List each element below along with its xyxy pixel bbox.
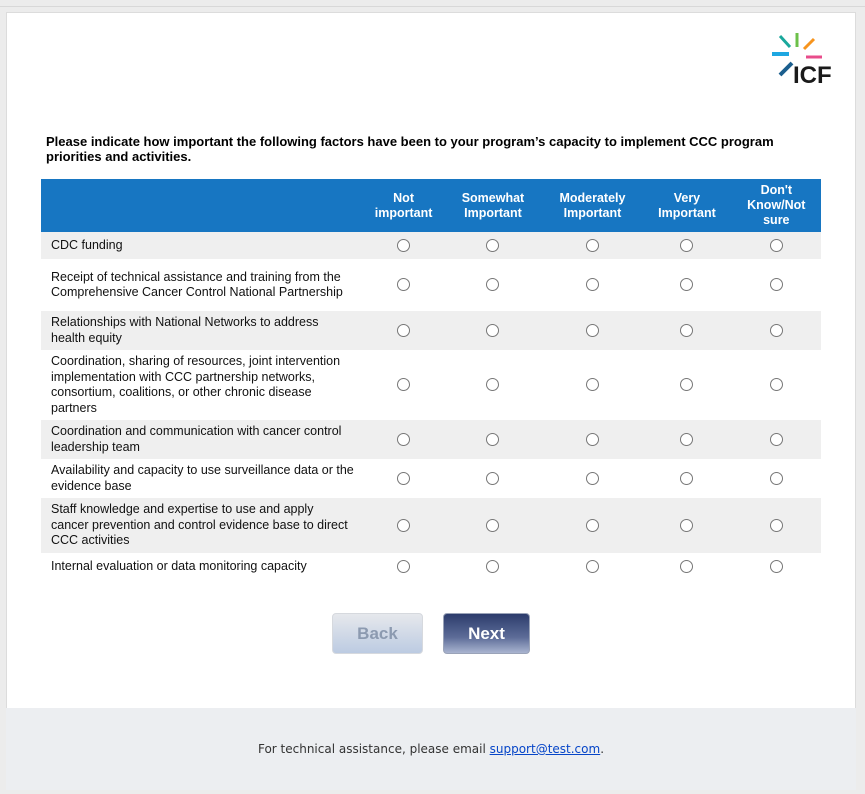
footer [6, 708, 856, 790]
radio-cell [543, 232, 643, 259]
radio-cell [732, 553, 821, 581]
radio-button[interactable] [397, 433, 410, 446]
matrix-row [41, 459, 821, 498]
radio-cell [732, 498, 821, 553]
radio-cell [543, 459, 643, 498]
radio-cell [732, 259, 821, 311]
radio-cell [642, 459, 731, 498]
col-not-important: Not important [364, 179, 443, 232]
matrix-row [41, 259, 821, 311]
radio-button[interactable] [397, 378, 410, 391]
radio-button[interactable] [680, 519, 693, 532]
radio-button[interactable] [397, 278, 410, 291]
next-button[interactable]: Next [443, 613, 530, 654]
likert-matrix [41, 179, 821, 581]
back-button[interactable]: Back [332, 613, 423, 654]
matrix-row [41, 553, 821, 581]
radio-cell [543, 498, 643, 553]
matrix-header [41, 179, 821, 232]
radio-cell [543, 311, 643, 350]
radio-button[interactable] [486, 433, 499, 446]
matrix-row [41, 420, 821, 459]
radio-cell [364, 259, 443, 311]
radio-button[interactable] [586, 560, 599, 573]
radio-button[interactable] [770, 472, 783, 485]
row-label: Receipt of technical assistance and training from the Comprehensive Cancer Control National Partnership [51, 269, 343, 299]
radio-cell [642, 350, 731, 420]
radio-cell [443, 553, 543, 581]
radio-button[interactable] [770, 560, 783, 573]
svg-text:ICF: ICF [793, 62, 832, 86]
radio-cell [732, 459, 821, 498]
radio-cell [642, 420, 731, 459]
radio-button[interactable] [486, 378, 499, 391]
radio-cell [732, 311, 821, 350]
radio-button[interactable] [586, 472, 599, 485]
radio-button[interactable] [770, 433, 783, 446]
radio-button[interactable] [680, 378, 693, 391]
radio-cell [543, 420, 643, 459]
radio-button[interactable] [586, 239, 599, 252]
radio-cell [443, 459, 543, 498]
matrix-row [41, 232, 821, 259]
radio-cell [443, 232, 543, 259]
radio-button[interactable] [586, 378, 599, 391]
radio-button[interactable] [680, 324, 693, 337]
radio-button[interactable] [586, 519, 599, 532]
row-label: Coordination and communication with cancer control leadership team [41, 420, 364, 459]
radio-cell [732, 350, 821, 420]
row-label: Coordination, sharing of resources, joint intervention implementation with CCC partnership networks, consortium, coalitions, or other chronic disease partners [51, 354, 341, 415]
col-very-important: Very Important [642, 179, 731, 232]
support-email-link[interactable]: support@test.com [489, 742, 601, 756]
row-label: Staff knowledge and expertise to use and apply cancer prevention and control evidence base to direct CCC activities [41, 498, 364, 553]
radio-button[interactable] [486, 472, 499, 485]
radio-button[interactable] [486, 560, 499, 573]
radio-button[interactable] [397, 519, 410, 532]
radio-button[interactable] [397, 472, 410, 485]
radio-cell [364, 350, 443, 420]
radio-cell [443, 350, 543, 420]
header-blank [41, 179, 364, 232]
radio-button[interactable] [770, 519, 783, 532]
radio-button[interactable] [680, 472, 693, 485]
radio-button[interactable] [680, 433, 693, 446]
radio-button[interactable] [397, 239, 410, 252]
row-label: Relationships with National Networks to address health equity [41, 311, 364, 350]
radio-button[interactable] [397, 560, 410, 573]
radio-cell [642, 498, 731, 553]
radio-cell [543, 553, 643, 581]
radio-cell [543, 259, 643, 311]
radio-cell [443, 420, 543, 459]
radio-button[interactable] [586, 433, 599, 446]
radio-button[interactable] [680, 239, 693, 252]
footer-period: . [600, 742, 605, 756]
radio-button[interactable] [770, 324, 783, 337]
radio-cell [642, 232, 731, 259]
row-label: CDC funding [41, 232, 364, 259]
radio-cell [642, 311, 731, 350]
radio-cell [443, 311, 543, 350]
question-text: Please indicate how important the following factors have been to your program’s capacity to implement CCC program priorities and activities. [46, 134, 774, 164]
radio-cell [732, 232, 821, 259]
radio-cell [443, 259, 543, 311]
radio-cell [642, 259, 731, 311]
radio-button[interactable] [680, 278, 693, 291]
radio-button[interactable] [486, 278, 499, 291]
radio-cell [364, 420, 443, 459]
radio-cell [642, 553, 731, 581]
radio-cell [364, 553, 443, 581]
matrix-row [41, 350, 821, 420]
radio-button[interactable] [486, 324, 499, 337]
row-label: Internal evaluation or data monitoring capacity [51, 558, 307, 573]
radio-cell [443, 498, 543, 553]
radio-cell [543, 350, 643, 420]
radio-button[interactable] [486, 519, 499, 532]
radio-button[interactable] [770, 239, 783, 252]
matrix-row [41, 311, 821, 350]
footer-text: For technical assistance, please email [257, 742, 490, 756]
radio-button[interactable] [486, 239, 499, 252]
radio-button[interactable] [680, 560, 693, 573]
radio-button[interactable] [770, 378, 783, 391]
radio-cell [364, 311, 443, 350]
window-top-border [0, 6, 865, 7]
radio-cell [364, 498, 443, 553]
col-somewhat-important: Somewhat Important [443, 179, 543, 232]
radio-cell [732, 420, 821, 459]
icf-logo [770, 30, 840, 86]
radio-button[interactable] [770, 278, 783, 291]
row-label: Availability and capacity to use surveillance data or the evidence base [51, 463, 354, 493]
radio-button[interactable] [397, 324, 410, 337]
radio-button[interactable] [586, 324, 599, 337]
radio-cell [364, 459, 443, 498]
matrix-row [41, 498, 821, 553]
radio-button[interactable] [586, 278, 599, 291]
col-moderately-important: Moderately Important [543, 179, 643, 232]
col-dont-know: Don't Know/Not sure [732, 179, 821, 232]
radio-cell [364, 232, 443, 259]
